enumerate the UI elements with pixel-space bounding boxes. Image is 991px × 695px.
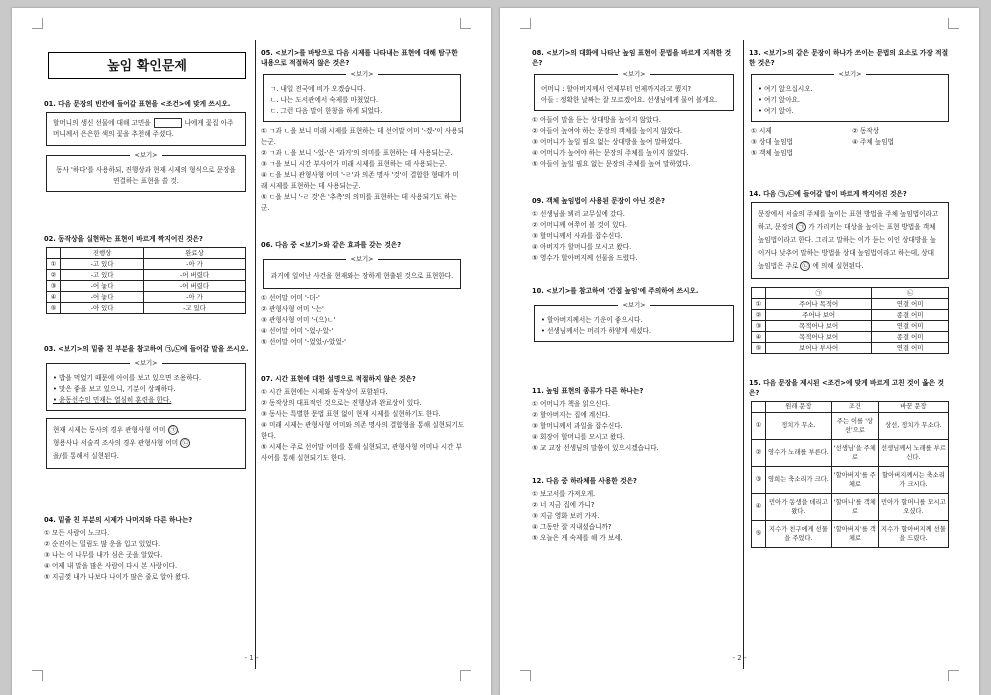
option[interactable]: ③ 관형사형 어미 '-(으)ㄴ' [261,316,336,324]
page-2 [500,8,979,695]
crop-mark [948,18,959,29]
question-13-bogi: <보기> • 여기 앉으십시오. • 여기 앉아요. • 여기 앉아. [751,74,949,122]
table-cell: -고 있다 [61,270,144,281]
left-column [532,46,738,665]
question-9: 09. 객체 높임법이 사용된 문장이 아닌 것은? [532,197,666,205]
table-cell: ④ [752,332,766,343]
option[interactable]: ① 아들이 말을 듣는 상대방을 높이지 않았다. [532,116,661,124]
question-6: 06. 다음 중 <보기>와 같은 효과를 갖는 것은? [261,241,402,249]
option[interactable]: ⑤ 지금껏 내가 나보다 나이가 많은 줄로 알아 왔다. [44,573,190,581]
table-cell: -아 있다 [61,303,144,314]
question-8-bogi: <보기> 어머니 : 할아버지께서 언제부터 언제까지라고 했지? 아들 : 정확한 날짜는 잘 모르겠어요. 선생님에게 물어 볼게요. [534,74,734,111]
question-13-options [749,126,953,159]
question-10: 10. <보기>를 참고하여 '간접 높임'에 주의하여 쓰시오. [532,287,699,295]
answer-blank[interactable] [154,118,182,128]
option[interactable]: ④ 주체 높임법 [852,138,894,146]
table-header-cell: 원래 문장 [766,402,832,413]
page-number: - 2 - [732,654,747,662]
crop-mark [520,18,531,29]
option[interactable]: ② 할아버지는 집에 계신다. [532,411,610,419]
option[interactable]: ④ 그동안 잘 지내셨습니까? [532,523,612,531]
option[interactable]: ① 어머니가 책을 읽으신다. [532,400,610,408]
option[interactable]: ⑤ ㄷ을 보니 '-ㄹ 것'은 '추측'의 의미를 표현하는 데 사용되기도 하는군. [261,193,457,212]
blank-marker-2: ㉡ [802,263,809,270]
question-14-passage: 문장에서 서술의 주체를 높이는 표현 방법을 주체 높임법이라고 하고, 문장의 ㉠ 가 가리키는 대상을 높이는 표현 방법을 객체 높임법이라고 한다. 그리고 말하는 이가 듣는 이인 상대방을 높이거나 낮추어 말하는 방법을 상대 높임법이라고 하는데, 상대 높임법은 주로 ㉡ 에 의해 실현된다. [751,202,949,279]
table-row[interactable] [752,440,949,467]
table-cell: ④ [752,494,766,521]
table-cell: 할아버지께서는 축소리가 크시다. [878,467,948,494]
option[interactable]: ③ 나는 이 나무를 내가 심은 곳을 알았다. [44,551,163,559]
table-row[interactable] [752,494,949,521]
option[interactable]: ① 모든 사람이 노크다. [44,529,110,537]
right-column [261,46,465,665]
table-cell: ⑤ [752,343,766,354]
question-1-passage: 할머니의 생신 선물에 대해 고민을 나에게 꽃집 아주머니께서 은은한 색의 꽃을 추천해 주셨다. [46,112,246,146]
table-row[interactable] [752,521,949,548]
table-cell: 영희는 축소리가 크다. [766,467,832,494]
table-cell: ④ [47,292,61,303]
option[interactable]: ② 동작상 [852,127,880,135]
table-cell: 민아가 동생을 데리고 왔다. [766,494,832,521]
option[interactable]: ③ 지금 영화 보러 가자. [532,512,600,520]
crop-mark [948,670,959,681]
question-3: 03. <보기>의 밑줄 친 부분을 참고하여 ㉠,㉡에 들어갈 말을 쓰시오. [44,345,249,353]
table-header-cell [47,248,61,259]
table-cell: -어 놓다 [61,292,144,303]
crop-mark [460,18,471,29]
table-cell: ③ [752,321,766,332]
table-cell: 정치가 무소. [766,413,832,440]
option[interactable]: ② 동작상의 대표적인 것으로는 진행상과 완료상이 있다. [261,399,422,407]
table-cell: -고 있다 [144,303,246,314]
table-header-cell: ㉡ [872,288,949,299]
blank-marker-1: ㉠ [169,427,176,434]
table-cell: ② [752,440,766,467]
question-14: 14. 다음 ㉠,㉡에 들어갈 말이 바르게 짝지어진 것은? [749,190,907,198]
table-cell: 민아가 할머니를 모시고 오셨다. [878,494,948,521]
table-header-cell [752,288,766,299]
table-row[interactable] [47,303,246,314]
option[interactable]: ④ 회장이 할머니를 모시고 왔다. [532,433,625,441]
table-cell: -어 버렸다 [144,281,246,292]
question-5-bogi: <보기> ㄱ. 내일 전국에 비가 오겠습니다. ㄴ. 나는 도서관에서 숙제를 마쳤었다. ㄷ. 그런 다음 말이 한창을 하게 되었다. [263,74,461,122]
option[interactable]: ② 관형사형 어미 '-는' [261,305,324,313]
option[interactable]: ① 보고서를 가져오게. [532,490,596,498]
crop-mark [460,670,471,681]
question-10-bogi: <보기> • 할아버지께서는 기운이 좋으시다. • 선생님께서는 머리가 하얗게 세셨다. [534,305,734,342]
table-cell: ② [752,310,766,321]
option[interactable]: ④ 아버지가 할머니를 모시고 왔다. [532,243,632,251]
question-5: 05. <보기>를 바탕으로 다음 시제를 나타내는 표현에 대해 탐구한 내용으로 적절하지 않은 것은? [261,49,458,67]
table-cell: 주어나 목적어 [766,299,872,310]
table-cell: ③ [47,281,61,292]
table-header-cell: ㉠ [766,288,872,299]
table-cell: ① [752,413,766,440]
table-cell: '할아버지'를 주체로 [831,467,878,494]
option[interactable]: ② 어머니께 여쭈어 볼 것이 있다. [532,221,627,229]
option[interactable]: ③ 할머니께서 과일을 잡수신다. [532,422,623,430]
option[interactable]: ④ ㄷ을 보니 관형사형 어미 '-ㄹ'과 의존 명사 '것'이 결합한 형태가 미래 시제를 표현하는 데 사용되는군. [261,171,459,190]
question-11: 11. 높임 표현의 종류가 다른 하나는? [532,387,644,395]
crop-mark [32,670,43,681]
table-header-cell [752,402,766,413]
page-title: 높임 확인문제 [48,52,246,79]
option[interactable]: ⑤ 아들이 높일 필요 없는 문장의 주체를 높여 말하였다. [532,160,691,168]
option[interactable]: ④ 미래 시제는 관형사형 어미와 의존 명사의 결합형을 통해 실현되기도 한다. [261,421,465,440]
table-row[interactable] [47,281,246,292]
option[interactable]: ⑤ 선어말 어미 '-었었-/-았었-' [261,338,346,346]
table-cell: ⑤ [47,303,61,314]
question-3-bogi: <보기> • 밥을 먹었기 때문에 아이를 보고 있으면 조용하다. • 맛은 좋을 보고 있으니, 기분이 상쾌하다. • 윤동선수인 민재는 열심히 훈련을 한다. [46,363,246,411]
table-cell: 상선, 정치가 무소다. [878,413,948,440]
table-row[interactable] [47,259,246,270]
blank-marker-2: ㉡ [182,440,189,447]
table-row[interactable] [752,343,949,354]
question-1: 01. 다음 문장의 빈칸에 들어갈 표현을 <조건>에 맞게 쓰시오. [44,100,231,108]
question-13: 13. <보기>의 같은 문장이 하나가 쓰이는 문법의 요소로 가장 적절한 것은? [749,49,949,67]
option[interactable]: ④ 선어말 어미 '-었-/-았-' [261,327,334,335]
left-column [44,46,250,665]
table-cell: '할머니'를 객체로 [831,494,878,521]
question-2: 02. 동작상을 실현하는 표현이 바르게 짝지어진 것은? [44,235,203,243]
table-row[interactable] [47,292,246,303]
option[interactable]: ① 선어말 어미 '-더-' [261,294,320,302]
table-cell: '선생님'을 주체로 [831,440,878,467]
column-divider [743,40,744,669]
option[interactable]: ③ 어머니가 높일 필요 없는 상대방을 높여 말하였다. [532,138,683,146]
option[interactable]: ③ 할머니께서 사과를 잡수신다. [532,232,623,240]
option[interactable]: ③ 동사는 특별한 문법 표현 없이 현재 시제를 실현하기도 한다. [261,410,441,418]
table-row[interactable] [752,321,949,332]
table-cell: 연결 어미 [872,321,949,332]
right-column [749,46,953,665]
question-7: 07. 시간 표현에 대한 설명으로 적절하지 않은 것은? [261,375,416,383]
crop-mark [520,670,531,681]
table-header-cell: 완료상 [144,248,246,259]
option[interactable]: ① 시제 [751,127,772,135]
table-cell: -아 가 [144,292,246,303]
table-row[interactable] [752,467,949,494]
question-4: 04. 밑줄 친 부분의 시제가 나머지와 다른 하나는? [44,516,193,524]
table-header-cell: 조건 [831,402,878,413]
option[interactable]: ⑤ 영수가 할아버지께 선물을 드렸다. [532,254,638,262]
table-cell: 목적어나 보어 [766,321,872,332]
option[interactable]: ② ㄱ과 ㄴ을 보니 '-었-'은 '과거'의 의미를 표현하는 데 사용되는군. [261,149,453,157]
table-cell: 목적어나 보어 [766,332,872,343]
table-cell: -어 버렸다 [144,270,246,281]
option[interactable]: ⑤ 교 교장 선생님의 말씀이 있으시겠습니다. [532,444,659,452]
table-cell: 지수가 친구에게 선물을 주었다. [766,521,832,548]
question-8: 08. <보기>의 대화에 나타난 높임 표현이 문법을 바르게 지적한 것은? [532,49,732,67]
table-cell: 종결 어미 [872,332,949,343]
table-row[interactable] [752,332,949,343]
table-cell: 연결 어미 [872,299,949,310]
table-cell: 영수가 노래를 부른다. [766,440,832,467]
table-row[interactable] [752,299,949,310]
option[interactable]: ② 너 지금 집에 가니? [532,501,595,509]
table-cell: -어 놓다 [61,281,144,292]
question-1-bogi: <보기> 동사 '하다'를 사용하되, 진행상과 현재 시제의 형식으로 문장을 연결하는 표현을 쓸 것. [46,155,246,192]
table-cell: 주어나 보어 [766,310,872,321]
table-cell: -고 있다 [61,259,144,270]
table-cell: -아 가 [144,259,246,270]
table-row[interactable] [752,310,949,321]
table-cell: 지수가 할아버지께 선물을 드렸다. [878,521,948,548]
page-number: - 1 - [244,654,259,662]
question-6-bogi: <보기> 과거에 일어난 사건을 현재와는 장하게 현출된 것으로 표현한다. [263,259,461,289]
option[interactable]: ② 아들이 높여야 하는 문장의 객체를 높이지 않았다. [532,127,683,135]
page-1 [12,8,491,695]
question-2-table [46,247,246,314]
table-row[interactable] [47,270,246,281]
column-divider [255,40,256,669]
option[interactable]: ③ 상대 높임법 [751,138,793,146]
option[interactable]: ⑤ 오늘은 게 숙제를 해 가 보세. [532,534,623,542]
table-cell: '할아버지'를 객체로 [831,521,878,548]
table-cell: 연결 어미 [872,343,949,354]
table-cell: ① [752,299,766,310]
table-cell: ⑤ [752,521,766,548]
table-header-cell: 진행상 [61,248,144,259]
table-cell: 주는 이를 '상선'으로 [831,413,878,440]
table-header-cell: 바꾼 문장 [878,402,948,413]
table-cell: 종결 어미 [872,310,949,321]
blank-marker-1: ㉠ [798,224,805,231]
table-cell: ① [47,259,61,270]
question-12: 12. 다음 중 하라체를 사용한 것은? [532,477,637,485]
option[interactable]: ① 시간 표현에는 시제와 동작상이 포함된다. [261,388,388,396]
option[interactable]: ④ 어머니가 높여야 하는 문장의 주체를 높이지 않았다. [532,149,689,157]
option[interactable]: ④ 어제 내 말을 많은 사람이 다시 본 사랑이다. [44,562,178,570]
table-cell: 보어나 부사어 [766,343,872,354]
table-cell: ③ [752,467,766,494]
question-3-box: 현재 시제는 동사의 경우 관형사형 어미 ㉠ , 형용사나 서술격 조사의 경우 관형사형 어미 ㉡ 을/를 통해서 실현된다. [46,418,246,469]
option[interactable]: ③ ㄱ을 보니 시간 부사어가 미래 시제를 표현하는 데 사용되는군. [261,160,448,168]
option[interactable]: ① 선생님을 뵈러 교무실에 갔다. [532,210,625,218]
table-row[interactable] [752,413,949,440]
crop-mark [32,18,43,29]
question-15-table [751,401,949,548]
option[interactable]: ② 순진이는 밀림도 많 운을 입고 있었다. [44,540,161,548]
table-cell: 선생님께서 노래를 부르신다. [878,440,948,467]
table-cell: ② [47,270,61,281]
question-15: 15. 다음 문장을 제시된 <조건>에 맞게 바르게 고친 것이 옳은 것은? [749,379,944,397]
option[interactable]: ⑤ 객체 높임법 [751,149,793,157]
question-14-table [751,287,949,354]
option[interactable]: ⑤ 시제는 주로 선어말 어미를 통해 실현되고, 관형사형 어미나 시간 부사어를 통해 실현되기도 한다. [261,443,462,462]
option[interactable]: ① ㄱ과 ㄴ을 보니 미래 시제를 표현하는 데 선어말 어미 '-겠-'이 사용되는군. [261,127,464,146]
